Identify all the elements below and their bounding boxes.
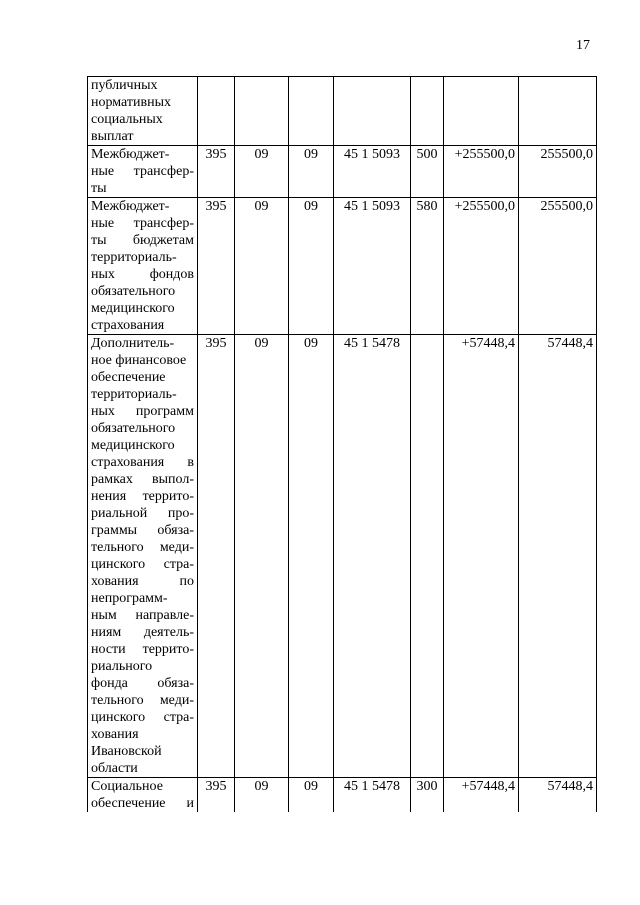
item-name-line: ное финансовое bbox=[91, 353, 187, 368]
cell-total-amount: 57448,4 bbox=[519, 335, 597, 778]
item-name-line: обязательного bbox=[91, 284, 176, 299]
item-name-line: хования bbox=[91, 727, 139, 742]
cell-change-amount: +255500,0 bbox=[444, 146, 519, 198]
cell-target-article: 45 1 5478 bbox=[334, 335, 411, 778]
cell-item-name bbox=[88, 146, 198, 198]
table-row bbox=[88, 778, 597, 813]
item-name-line: страхования в bbox=[91, 455, 194, 470]
cell-code bbox=[198, 77, 235, 146]
budget-table bbox=[87, 76, 597, 812]
item-name-line: обязательного bbox=[91, 421, 176, 436]
cell-expense-type: 580 bbox=[411, 198, 444, 335]
cell-subsection: 09 bbox=[289, 778, 334, 813]
item-name-line: медицинского bbox=[91, 438, 175, 453]
cell-expense-type: 500 bbox=[411, 146, 444, 198]
cell-total-amount: 57448,4 bbox=[519, 778, 597, 813]
cell-change-amount: +57448,4 bbox=[444, 778, 519, 813]
cell-target-article: 45 1 5093 bbox=[334, 198, 411, 335]
item-name-line: медицинского bbox=[91, 301, 175, 316]
item-name-line: Ивановской bbox=[91, 744, 162, 759]
cell-subsection: 09 bbox=[289, 146, 334, 198]
cell-target-article: 45 1 5478 bbox=[334, 778, 411, 813]
cell-subsection: 09 bbox=[289, 198, 334, 335]
item-name-line: выплат bbox=[91, 129, 134, 144]
item-name-line: Социальное bbox=[91, 779, 163, 794]
item-name-line: Межбюджет- bbox=[91, 199, 170, 214]
item-name-line: ных программ bbox=[91, 404, 194, 419]
cell-section: 09 bbox=[235, 198, 289, 335]
cell-change-amount bbox=[444, 77, 519, 146]
item-name-line: ты бюджетам bbox=[91, 233, 194, 248]
item-name-line: цинского стра- bbox=[91, 557, 194, 572]
cell-item-name bbox=[88, 77, 198, 146]
cell-item-name bbox=[88, 335, 198, 778]
cell-total-amount: 255500,0 bbox=[519, 146, 597, 198]
cell-code: 395 bbox=[198, 198, 235, 335]
table-row bbox=[88, 335, 597, 778]
cell-item-name bbox=[88, 778, 198, 813]
cell-code: 395 bbox=[198, 778, 235, 813]
item-name-line: территориаль- bbox=[91, 250, 177, 265]
item-name-line: нормативных bbox=[91, 95, 172, 110]
item-name-line: фонда обяза- bbox=[91, 676, 194, 691]
cell-change-amount: +255500,0 bbox=[444, 198, 519, 335]
cell-subsection bbox=[289, 77, 334, 146]
item-name-line: рамках выпол- bbox=[91, 472, 194, 487]
page-number: 17 bbox=[576, 38, 590, 53]
item-name-line: Межбюджет- bbox=[91, 147, 170, 162]
item-name-line: ных фондов bbox=[91, 267, 194, 282]
item-name-line: ниям деятель- bbox=[91, 625, 194, 640]
item-name-line: области bbox=[91, 761, 138, 776]
cell-expense-type bbox=[411, 335, 444, 778]
table-row bbox=[88, 146, 597, 198]
item-name-line: риальной про- bbox=[91, 506, 194, 521]
cell-target-article: 45 1 5093 bbox=[334, 146, 411, 198]
item-name-line: территориаль- bbox=[91, 387, 177, 402]
item-name-line: ные трансфер- bbox=[91, 164, 194, 179]
cell-expense-type bbox=[411, 77, 444, 146]
item-name-line: цинского стра- bbox=[91, 710, 194, 725]
cell-total-amount bbox=[519, 77, 597, 146]
item-name-line: публичных bbox=[91, 78, 158, 93]
cell-subsection: 09 bbox=[289, 335, 334, 778]
cell-code: 395 bbox=[198, 335, 235, 778]
item-name-line: страхования bbox=[91, 318, 165, 333]
item-name-line: непрограмм- bbox=[91, 591, 168, 606]
cell-change-amount: +57448,4 bbox=[444, 335, 519, 778]
cell-section: 09 bbox=[235, 778, 289, 813]
item-name-line: хования по bbox=[91, 574, 194, 589]
cell-expense-type: 300 bbox=[411, 778, 444, 813]
item-name-line: тельного меди- bbox=[91, 693, 194, 708]
item-name-line: обеспечение и bbox=[91, 796, 194, 811]
item-name-line: тельного меди- bbox=[91, 540, 194, 555]
table-row bbox=[88, 77, 597, 146]
item-name-line: обеспечение bbox=[91, 370, 166, 385]
table-row bbox=[88, 198, 597, 335]
item-name-line: нения террито- bbox=[91, 489, 194, 504]
item-name-line: граммы обяза- bbox=[91, 523, 194, 538]
item-name-line: риального bbox=[91, 659, 153, 674]
cell-section: 09 bbox=[235, 146, 289, 198]
cell-total-amount: 255500,0 bbox=[519, 198, 597, 335]
item-name-line: ности террито- bbox=[91, 642, 194, 657]
cell-section bbox=[235, 77, 289, 146]
item-name-line: социальных bbox=[91, 112, 163, 127]
cell-target-article bbox=[334, 77, 411, 146]
item-name-line: ные трансфер- bbox=[91, 216, 194, 231]
item-name-line: Дополнитель- bbox=[91, 336, 175, 351]
cell-item-name bbox=[88, 198, 198, 335]
item-name-line: ным направле- bbox=[91, 608, 194, 623]
cell-code: 395 bbox=[198, 146, 235, 198]
item-name-line: ты bbox=[91, 181, 107, 196]
cell-section: 09 bbox=[235, 335, 289, 778]
